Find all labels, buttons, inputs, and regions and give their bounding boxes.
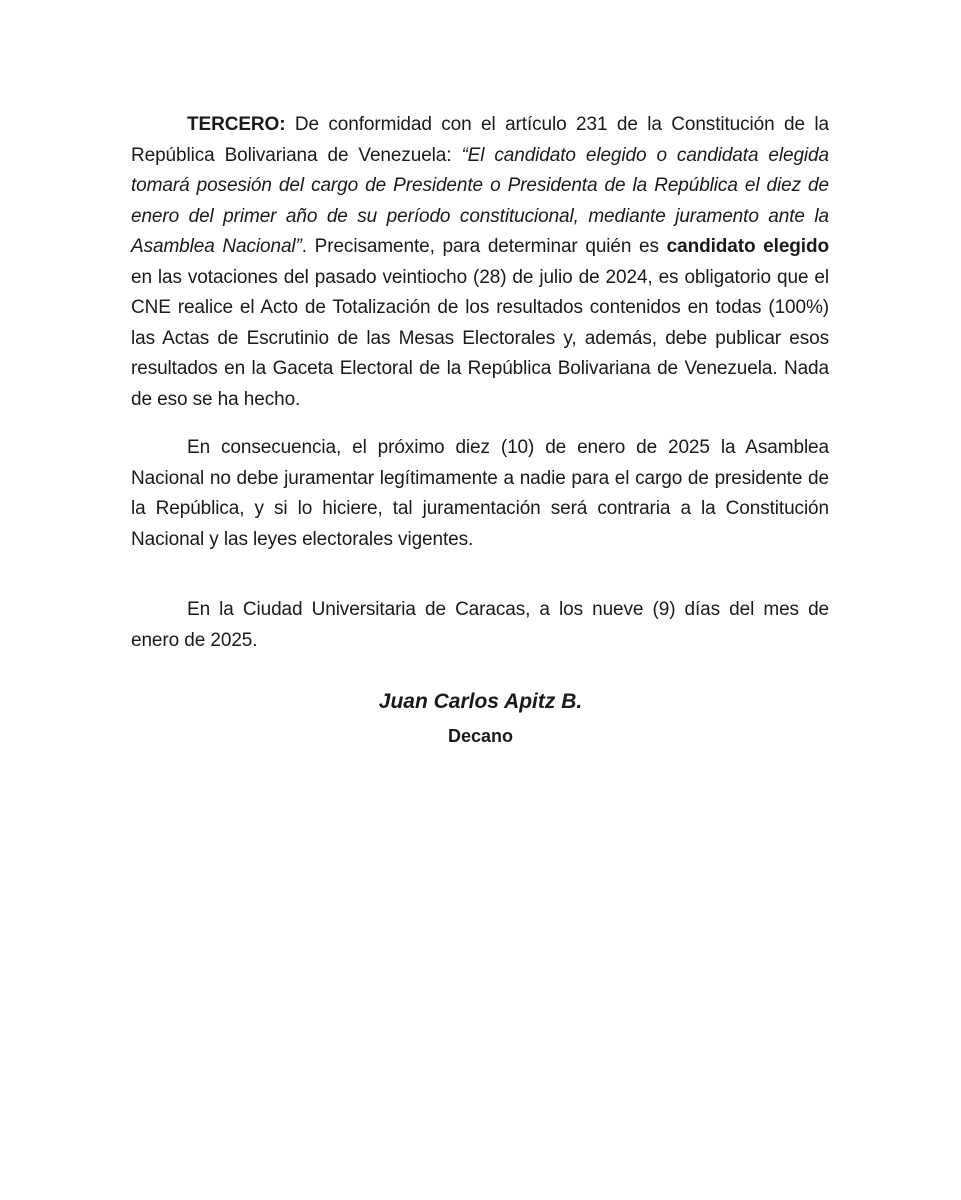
paragraph-tercero — [131, 110, 829, 415]
paragraph-consecuencia: En consecuencia, el próximo diez (10) de enero de 2025 la Asamblea Nacional no debe juramentar legítimamente a nadie para el cargo de presidente de la República, y si lo hiciere, tal juramentación será contraria a la Constitución Nacional y las leyes electorales vigentes. — [131, 437, 829, 550]
signature-title: Decano — [447, 726, 514, 746]
paragraph-rest: en las votaciones del pasado veintiocho (28) de julio de 2024, es obligatorio que el CNE realice el Acto de Totalización de los resultados contenidos en todas (100%) las Actas de Escrutinio de las Mesas Electorales y, además, debe publicar esos resultados en la Gaceta Electoral de la República Bolivariana de Venezuela. Nada de eso se ha hecho. — [131, 266, 829, 410]
paragraph-intro: De conformidad con el artículo 231 de la Constitución de la República Bolivariana de Venezuela: — [131, 114, 829, 166]
constitution-quote: “El candidato elegido o candidata elegida tomará posesión del cargo de Presidente o Presidenta de la República el diez de enero del primer año de su período constitucional, mediante juramento ante la Asamblea Nacional” — [131, 144, 829, 257]
document-body — [131, 110, 829, 674]
paragraph-place-date: En la Ciudad Universitaria de Caracas, a los nueve (9) días del mes de enero de 2025. — [131, 599, 829, 651]
paragraph-label: TERCERO: — [187, 114, 286, 135]
paragraph-middle: . Precisamente, para determinar quién es — [301, 236, 667, 257]
signature-name: Juan Carlos Apitz B. — [378, 690, 583, 713]
emphasis-candidato-elegido: candidato elegido — [666, 236, 829, 257]
